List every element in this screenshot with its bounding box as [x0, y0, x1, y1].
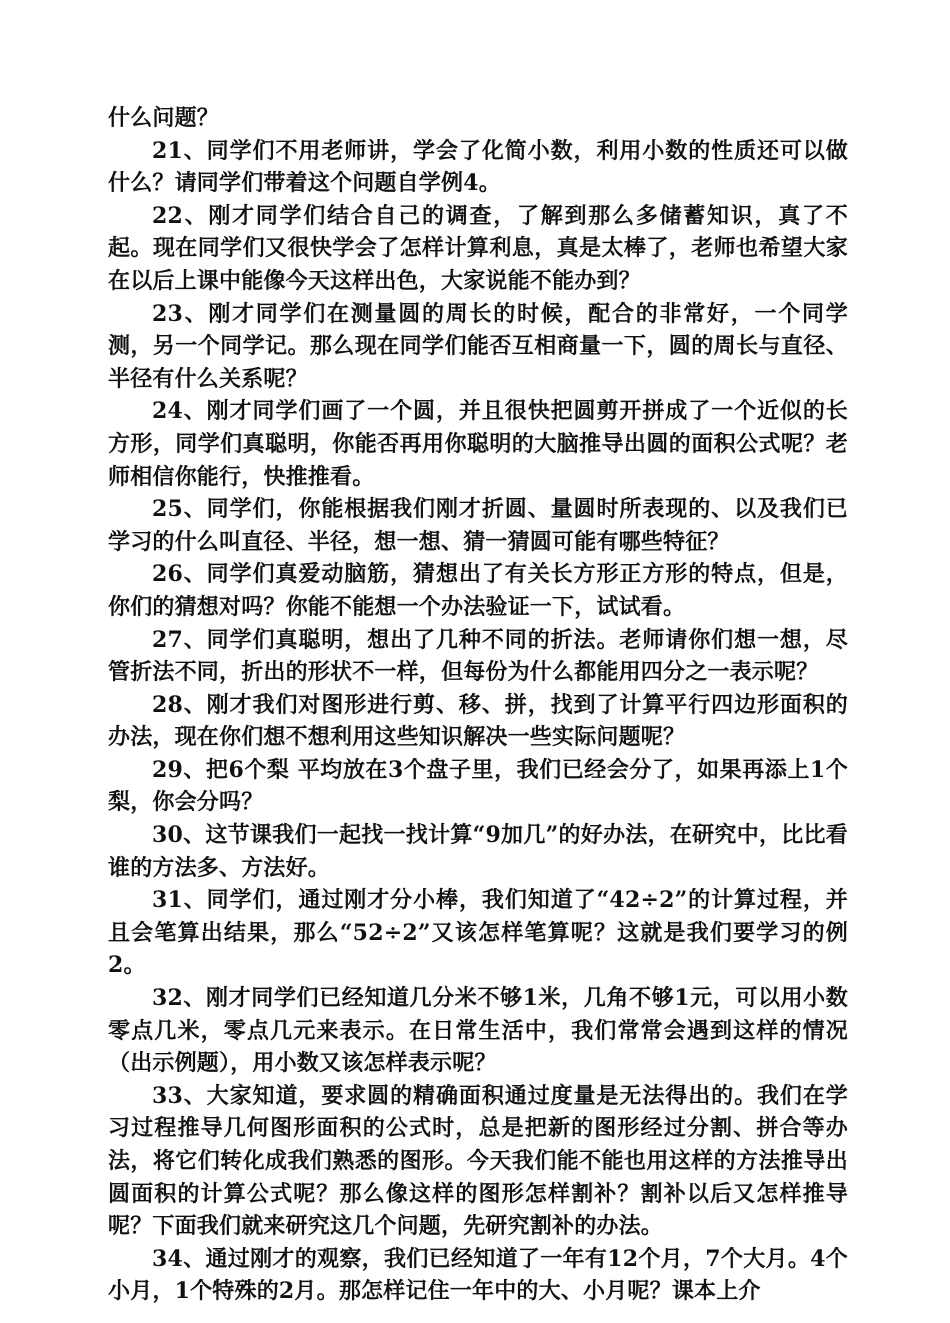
- paragraph-24: 24、刚才同学们画了一个圆，并且很快把圆剪开拼成了一个近似的长方形，同学们真聪明，你能否再用你聪明的大脑推导出圆的面积公式呢？老师相信你能行，快推推看。: [108, 398, 848, 490]
- paragraph-continuation: 什么问题？: [108, 105, 220, 131]
- paragraph-21: 21、同学们不用老师讲，学会了化简小数，利用小数的性质还可以做什么？请同学们带着这个问题自学例4。: [108, 137, 848, 197]
- paragraph-22: 22、刚才同学们结合自己的调查，了解到那么多储蓄知识，真了不起。现在同学们又很快学会了怎样计算利息，真是太棒了，老师也希望大家在以后上课中能像今天这样出色，大家说能不能办到？: [108, 202, 848, 294]
- paragraph-32: 32、刚才同学们已经知道几分米不够1米，几角不够1元，可以用小数零点几米，零点几元来表示。在日常生活中，我们常常会遇到这样的情况（出示例题），用小数又该怎样表示呢？: [108, 985, 848, 1077]
- paragraph-26: 26、同学们真爱动脑筋，猜想出了有关长方形正方形的特点，但是，你们的猜想对吗？你能不能想一个办法验证一下，试试看。: [108, 561, 848, 620]
- document-page: [108, 102, 848, 1308]
- paragraph-28: 28、刚才我们对图形进行剪、移、拼，找到了计算平行四边形面积的办法，现在你们想不想利用这些知识解决一些实际问题呢？: [108, 691, 848, 751]
- paragraph-27: 27、同学们真聪明，想出了几种不同的折法。老师请你们想一想，尽管折法不同，折出的形状不一样，但每份为什么都能用四分之一表示呢？: [108, 626, 848, 686]
- paragraph-25: 25、同学们，你能根据我们刚才折圆、量圆时所表现的、以及我们已学习的什么叫直径、半径，想一想、猜一猜圆可能有哪些特征？: [108, 496, 848, 555]
- paragraph-31: 31、同学们，通过刚才分小棒，我们知道了“42÷2”的计算过程，并且会笔算出结果，那么“52÷2”又该怎样笔算呢？这就是我们要学习的例2。: [108, 887, 848, 979]
- paragraph-30: 30、这节课我们一起找一找计算“9加几”的好办法，在研究中，比比看谁的方法多、方法好。: [108, 822, 848, 881]
- paragraph-33: 33、大家知道，要求圆的精确面积通过度量是无法得出的。我们在学习过程推导几何图形面积的公式时，总是把新的图形经过分割、拼合等办法，将它们转化成我们熟悉的图形。今天我们能不能也用这样的方法推导出圆面积的计算公式呢？那么像这样的图形怎样割补？割补以后又怎样推导呢？下面我们就来研究这几个问题，先研究割补的办法。: [108, 1082, 848, 1240]
- paragraph-23: 23、刚才同学们在测量圆的周长的时候，配合的非常好，一个同学测，另一个同学记。那么现在同学们能否互相商量一下，圆的周长与直径、半径有什么关系呢？: [108, 300, 848, 392]
- paragraph-29: 29、把6个梨 平均放在3个盘子里，我们已经会分了，如果再添上1个梨，你会分吗？: [108, 756, 848, 816]
- paragraph-34: 34、通过刚才的观察，我们已经知道了一年有12个月，7个大月。4个小月，1个特殊的2月。那怎样记住一年中的大、小月呢？课本上介: [108, 1245, 848, 1305]
